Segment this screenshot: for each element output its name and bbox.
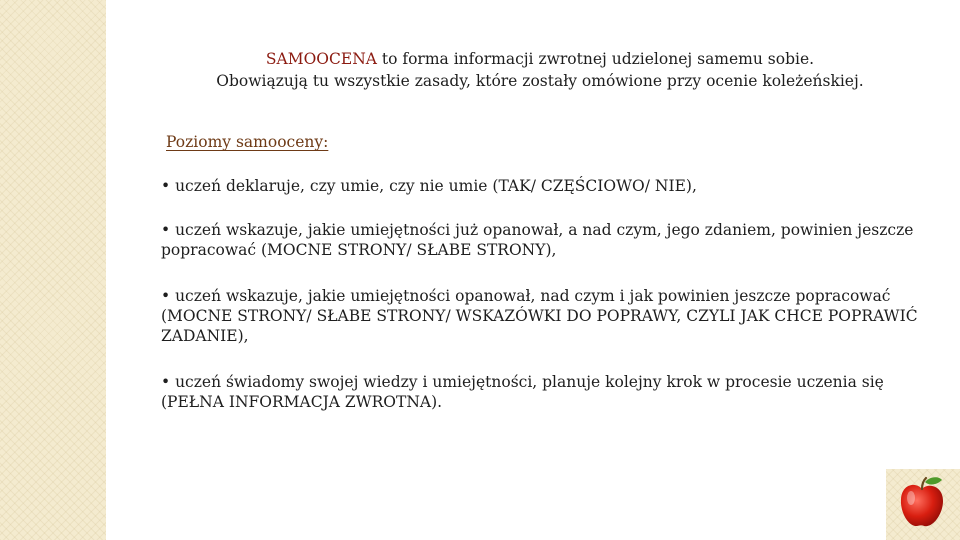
- intro-line-2: Obowiązują tu wszystkie zasady, które zostały omówione przy ocenie koleżeńskiej.: [216, 72, 864, 90]
- intro-highlight-term: SAMOOCENA: [265, 50, 377, 68]
- intro-line-1: [160, 48, 920, 70]
- decorative-side-strip: [0, 0, 106, 540]
- corner-decoration: [886, 469, 960, 540]
- level-item-1: • uczeń deklaruje, czy umie, czy nie umie (TAK/ CZĘŚCIOWO/ NIE),: [161, 177, 697, 195]
- intro-line-1-rest: to forma informacji zwrotnej udzielonej samemu sobie.: [376, 50, 815, 68]
- intro-text: [160, 48, 920, 92]
- level-item-4: • uczeń świadomy swojej wiedzy i umiejętności, planuje kolejny krok w procesie uczenia się (PEŁNA INFORMACJA ZWROTNA).: [161, 373, 884, 411]
- apple-icon: [896, 475, 948, 531]
- level-item-2: • uczeń wskazuje, jakie umiejętności już opanował, a nad czym, jego zdaniem, powinien jeszcze popracować (MOCNE STRONY/ SŁABE STRONY),: [161, 221, 914, 259]
- level-item-3: • uczeń wskazuje, jakie umiejętności opanował, nad czym i jak powinien jeszcze popracować (MOCNE STRONY/ SŁABE STRONY/ WSKAZÓWKI DO POPRAWY, CZYLI JAK CHCE POPRAWIĆ ZADANIE),: [161, 287, 918, 345]
- levels-heading: Poziomy samooceny:: [166, 133, 329, 151]
